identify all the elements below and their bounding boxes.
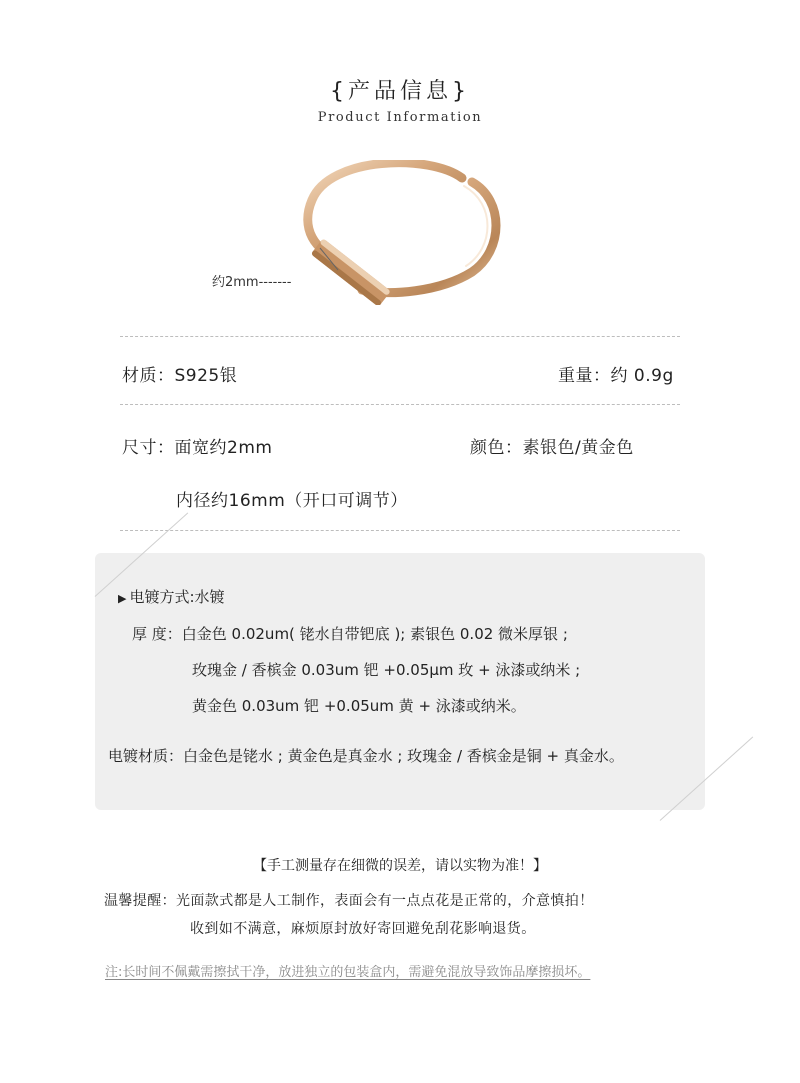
triangle-bullet-icon: ▶	[118, 592, 127, 605]
footnote: 注:长时间不佩戴需擦拭干净，放进独立的包装盒内，需避免混放导致饰品摩擦损坏。	[105, 965, 591, 980]
plating-thickness-2: 玫瑰金 / 香槟金 0.03um 钯 +0.05μm 玫 + 泳漆或纳米 ;	[192, 661, 581, 679]
dimension-label: 约2mm-------	[212, 275, 292, 290]
spec-inner-diameter: 内径约16mm（开口可调节）	[176, 491, 408, 511]
plating-method: ▶ 电镀方式:水镀	[118, 588, 225, 606]
spec-size: 尺寸：面宽约2mm	[122, 438, 273, 458]
spec-weight: 重量：约 0.9g	[558, 366, 674, 386]
plating-thickness-3: 黄金色 0.03um 钯 +0.05um 黄 + 泳漆或纳米。	[192, 697, 526, 715]
page-subtitle: Product Information	[317, 110, 483, 125]
plating-thickness-1: 厚 度：白金色 0.02um( 铑水自带钯底 ); 素银色 0.02 微米厚银 ;	[132, 625, 568, 643]
ring-image	[290, 160, 520, 305]
divider	[120, 336, 680, 337]
page-title: {产品信息}	[330, 79, 470, 104]
divider	[120, 404, 680, 405]
spec-material: 材质：S925银	[122, 366, 238, 386]
spec-color: 颜色：素银色/黄金色	[470, 438, 634, 458]
notice-tip-1: 温馨提醒：光面款式都是人工制作，表面会有一点点花是正常的，介意慎拍！	[104, 893, 594, 909]
notice-tip-2: 收到如不满意，麻烦原封放好寄回避免刮花影响退货。	[190, 921, 536, 937]
divider	[120, 530, 680, 531]
notice-heading: 【手工测量存在细微的误差，请以实物为准！】	[253, 858, 547, 874]
plating-material: 电镀材质：白金色是铑水 ; 黄金色是真金水 ; 玫瑰金 / 香槟金是铜 + 真金水。	[108, 747, 624, 765]
